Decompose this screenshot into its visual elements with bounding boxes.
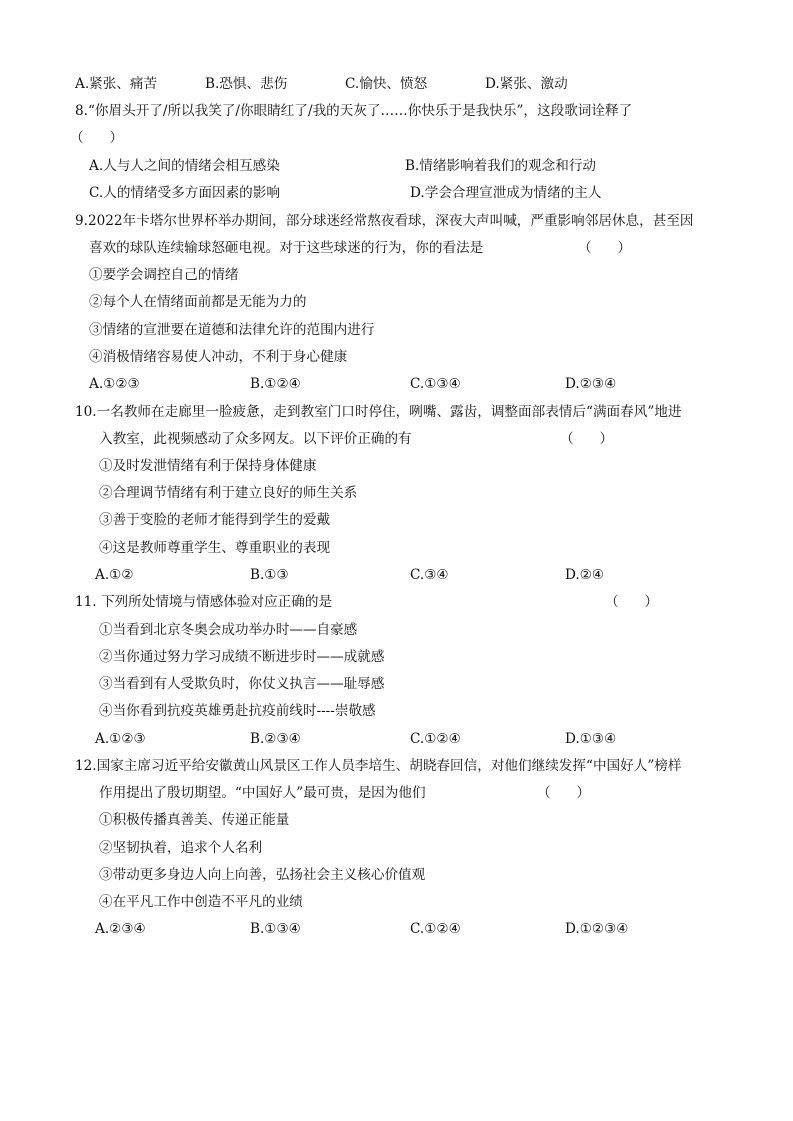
q10-option-b: B.①③ [250, 567, 289, 583]
q8-option-a: A.人与人之间的情绪会相互感染 [89, 158, 280, 174]
q10-item-3: ③善于变脸的老师才能得到学生的爱戴 [99, 512, 331, 528]
q10-stem-line-2: 入教室，此视频感动了众多网友。以下评价正确的有 [99, 431, 412, 447]
q11-stem-line-1: 11. 下列所处情境与情感体验对应正确的是 [75, 594, 333, 610]
q9-option-c: C.①③④ [410, 376, 461, 392]
q7-option-c: C.愉快、愤怒 [345, 76, 428, 92]
q8-answer-bracket: （ ） [70, 130, 124, 146]
q9-option-b: B.①②④ [250, 376, 301, 392]
q12-option-b: B.①③④ [250, 921, 301, 937]
q10-option-d: D.②④ [565, 567, 605, 583]
q10-stem-line-1: 10.一名教师在走廊里一脸疲惫，走到教室门口时停住，咧嘴、露齿，调整面部表情后“满面春风”地进 [75, 404, 682, 420]
q12-item-2: ②坚韧执着，追求个人名利 [99, 840, 263, 856]
q11-item-4: ④当你看到抗疫英雄勇赴抗疫前线时----崇敬感 [99, 703, 376, 719]
q11-option-a: A.①②③ [95, 731, 146, 747]
q11-option-c: C.①②④ [410, 731, 461, 747]
q11-option-d: D.①③④ [565, 731, 617, 747]
q10-answer-bracket: （ ） [560, 431, 614, 447]
q8-option-c: C.人的情绪受多方面因素的影响 [89, 185, 280, 201]
q12-option-c: C.①②④ [410, 921, 461, 937]
q12-stem-line-1: 12.国家主席习近平给安徽黄山风景区工作人员李培生、胡晓春回信，对他们继续发挥“中国好人”榜样 [75, 758, 682, 774]
q9-item-1: ①要学会调控自己的情绪 [89, 267, 239, 283]
q10-option-c: C.③④ [410, 567, 449, 583]
q11-item-2: ②当你通过努力学习成绩不断进步时——成就感 [99, 649, 385, 665]
q12-stem-line-2: 作用提出了殷切期望。“中国好人”最可贵，是因为他们 [99, 785, 426, 801]
q9-option-a: A.①②③ [89, 376, 140, 392]
q9-option-d: D.②③④ [565, 376, 617, 392]
q8-option-b: B.情绪影响着我们的观念和行动 [405, 158, 597, 174]
q8-option-d: D.学会合理宣泄成为情绪的主人 [410, 185, 602, 201]
q11-answer-bracket: （ ） [605, 594, 659, 610]
q11-item-3: ③当看到有人受欺负时，你仗义执言——耻辱感 [99, 676, 385, 692]
q9-stem-line-2: 喜欢的球队连续输球怒砸电视。对于这些球迷的行为，你的看法是 [89, 240, 484, 256]
q10-item-1: ①及时发泄情绪有利于保持身体健康 [99, 458, 317, 474]
q12-item-1: ①积极传播真善美、传递正能量 [99, 812, 290, 828]
q12-item-4: ④在平凡工作中创造不平凡的业绩 [99, 894, 303, 910]
q10-option-a: A.①② [95, 567, 134, 583]
q11-option-b: B.②③④ [250, 731, 301, 747]
q9-item-2: ②每个人在情绪面前都是无能为力的 [89, 294, 307, 310]
q10-item-4: ④这是教师尊重学生、尊重职业的表现 [99, 540, 331, 556]
q12-option-a: A.②③④ [95, 921, 146, 937]
q9-answer-bracket: （ ） [578, 240, 632, 256]
q9-stem-line-1: 9.2022年卡塔尔世界杯举办期间，部分球迷经常熬夜看球，深夜大声叫喊，严重影响邻居休息，甚至因 [75, 213, 694, 229]
q12-answer-bracket: （ ） [537, 785, 591, 801]
q7-option-a: A.紧张、痛苦 [75, 76, 158, 92]
q11-item-1: ①当看到北京冬奥会成功举办时——自豪感 [99, 622, 358, 638]
q10-item-2: ②合理调节情绪有利于建立良好的师生关系 [99, 485, 358, 501]
q12-item-3: ③带动更多身边人向上向善，弘扬社会主义核心价值观 [99, 867, 426, 883]
q12-option-d: D.①②③④ [565, 921, 629, 937]
q9-item-3: ③情绪的宣泄要在道德和法律允许的范围内进行 [89, 322, 375, 338]
q7-option-b: B.恐惧、悲伤 [205, 76, 288, 92]
q7-option-d: D.紧张、激动 [485, 76, 568, 92]
q8-stem-line-1: 8.“你眉头开了/所以我笑了/你眼睛红了/我的天灰了……你快乐于是我快乐”，这段歌词诠释了 [75, 103, 633, 119]
q9-item-4: ④消极情绪容易使人冲动，不利于身心健康 [89, 349, 348, 365]
